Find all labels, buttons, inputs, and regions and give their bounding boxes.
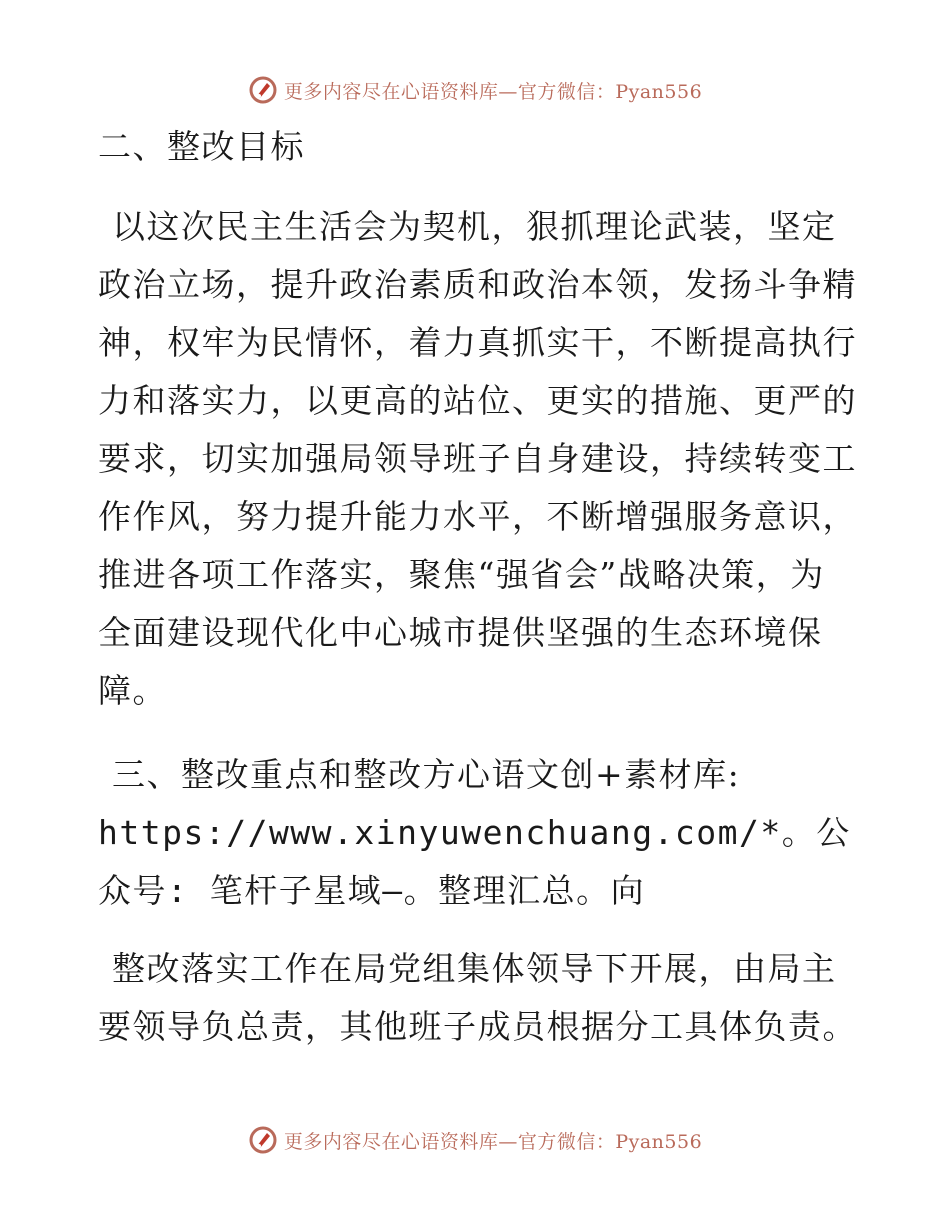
pen-nib-circle-icon [248,1125,278,1155]
pen-nib-circle-icon [248,75,278,105]
section-heading-focus: 三、整改重点和整改方心语文创+素材库: [112,755,741,794]
watermark-text: 更多内容尽在心语资料库—官方微信：Pyan556 [283,1130,703,1153]
url-line: https://www.xinyuwenchuang.com/*。公众号: 笔杆子星域—。整理汇总。向 [98,813,851,910]
goals-paragraph: 以这次民主生活会为契机，狠抓理论武装，坚定政治立场，提升政治素质和政治本领，发扬斗争精神，权牢为民情怀，着力真抓实干，不断提高执行力和落实力，以更高的站位、更实的措施、更严的要求，切实加强局领导班子自身建设，持续转变工作作风，努力提升能力水平，不断增强服务意识，推进各项工作落实，聚焦“强省会”战略决策，为全面建设现代化中心城市提供坚强的生态环境保障。 [98,207,857,710]
watermark-text: 更多内容尽在心语资料库—官方微信：Pyan556 [283,80,703,103]
watermark-banner-top [0,70,950,110]
leadership-paragraph: 整改落实工作在局党组集体领导下开展，由局主要领导负总责，其他班子成员根据分工具体负责。 [98,949,857,1046]
document-body [98,118,858,1056]
watermark-banner-bottom [0,1120,950,1160]
section-heading-goals: 二、整改目标 [98,127,305,166]
